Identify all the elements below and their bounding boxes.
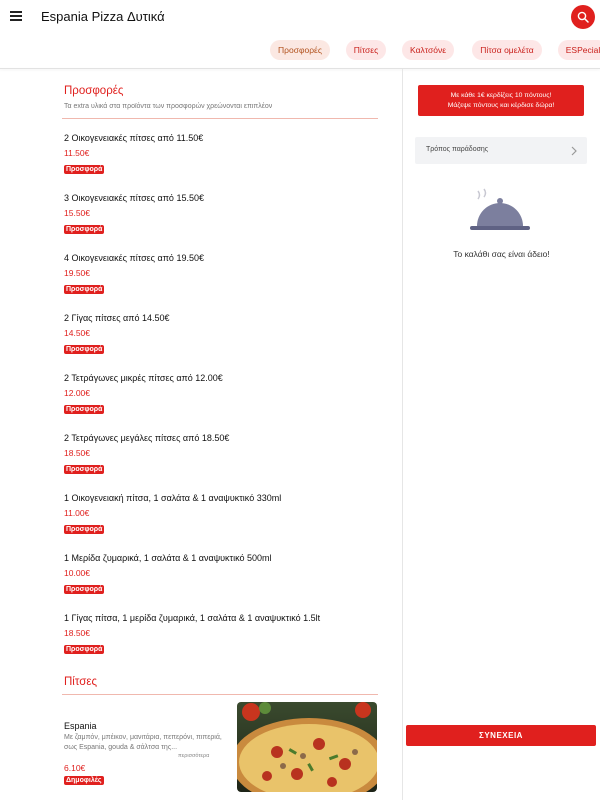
offer-price: 18.50€ bbox=[64, 628, 90, 638]
offer-price: 11.50€ bbox=[64, 148, 90, 158]
app-title: Espania Pizza Δυτικά bbox=[41, 9, 165, 24]
offer-badge: Προσφορά bbox=[66, 286, 103, 293]
tab-pizza-omelette[interactable]: Πίτσα ομελέτα bbox=[472, 40, 542, 60]
header-divider bbox=[0, 68, 600, 69]
offer-price: 15.50€ bbox=[64, 208, 90, 218]
offer-badge: Προσφορά bbox=[66, 466, 103, 473]
offer-badge: Προσφορά bbox=[66, 526, 103, 533]
offer-price: 10.00€ bbox=[64, 568, 90, 578]
offer-name: 2 Τετράγωνες μεγάλες πίτσες από 18.50€ bbox=[64, 433, 230, 443]
pizza-price: 6.10€ bbox=[64, 763, 86, 773]
column-divider bbox=[402, 69, 403, 800]
offer-name: 1 Γίγας πίτσα, 1 μερίδα ζυμαρικά, 1 σαλάτα & 1 αναψυκτικό 1.5lt bbox=[64, 613, 321, 623]
offer-badge: Προσφορά bbox=[66, 406, 103, 413]
delivery-method-selector[interactable] bbox=[415, 137, 587, 164]
popular-badge: Δημοφιλές bbox=[66, 777, 102, 784]
offer-item[interactable] bbox=[64, 493, 384, 536]
pizza-name[interactable]: Espania bbox=[64, 721, 97, 731]
pizza-description: Με ζαμπόν, μπέικον, μανιτάρια, πεπερόνι, πιπεριά, σως Espania, gouda & σάλτσα της... bbox=[64, 734, 222, 751]
offer-badge: Προσφορά bbox=[66, 646, 103, 653]
cloche-icon bbox=[465, 188, 535, 238]
tab-offers[interactable]: Προσφορές bbox=[270, 40, 330, 60]
offer-price: 18.50€ bbox=[64, 448, 90, 458]
offers-section-note: Τα extra υλικά στα προϊόντα των προσφορών χρεώνονται επιπλέον bbox=[64, 103, 273, 110]
offer-name: 2 Γίγας πίτσες από 14.50€ bbox=[64, 313, 170, 323]
continue-button[interactable]: ΣΥΝΕΧΕΙΑ bbox=[406, 725, 596, 746]
promo-line-2: Μάζεψε πόντους και κέρδισε δώρα! bbox=[447, 101, 555, 109]
promo-line-1: Με κάθε 1€ κερδίζεις 10 πόντους! bbox=[450, 91, 552, 99]
loyalty-promo-banner[interactable] bbox=[418, 85, 584, 116]
offer-price: 14.50€ bbox=[64, 328, 90, 338]
offer-name: 4 Οικογενειακές πίτσες από 19.50€ bbox=[64, 253, 204, 263]
offer-item[interactable] bbox=[64, 553, 384, 596]
offer-item[interactable] bbox=[64, 613, 384, 656]
offer-item[interactable] bbox=[64, 313, 384, 356]
pizzas-section-rule bbox=[62, 694, 378, 695]
offer-item[interactable] bbox=[64, 133, 384, 176]
offer-name: 2 Οικογενειακές πίτσες από 11.50€ bbox=[64, 133, 204, 143]
chevron-right-icon bbox=[570, 146, 578, 156]
search-icon bbox=[577, 11, 589, 23]
more-link[interactable]: περισσότερα bbox=[178, 753, 210, 759]
tab-pizzas[interactable]: Πίτσες bbox=[346, 40, 386, 60]
offer-item[interactable] bbox=[64, 253, 384, 296]
offers-section-rule bbox=[62, 118, 378, 119]
delivery-method-label: Τρόπος παράδοσης bbox=[426, 146, 489, 153]
offer-item[interactable] bbox=[64, 433, 384, 476]
offer-item[interactable] bbox=[64, 193, 384, 236]
offer-item[interactable] bbox=[64, 373, 384, 416]
offer-price: 19.50€ bbox=[64, 268, 90, 278]
offer-name: 1 Μερίδα ζυμαρικά, 1 σαλάτα & 1 αναψυκτικό 500ml bbox=[64, 553, 272, 563]
offer-name: 1 Οικογενειακή πίτσα, 1 σαλάτα & 1 αναψυκτικό 330ml bbox=[64, 493, 282, 503]
top-app-bar bbox=[0, 0, 600, 36]
search-button[interactable] bbox=[571, 5, 595, 29]
tab-especial[interactable]: ESPecial bbox=[558, 40, 600, 60]
pizza-image[interactable] bbox=[237, 702, 377, 792]
offer-price: 12.00€ bbox=[64, 388, 90, 398]
offers-section-title: Προσφορές bbox=[64, 85, 124, 97]
offer-price: 11.00€ bbox=[64, 508, 90, 518]
hamburger-icon[interactable] bbox=[10, 11, 22, 21]
offer-badge: Προσφορά bbox=[66, 586, 103, 593]
offer-badge: Προσφορά bbox=[66, 346, 103, 353]
offer-badge: Προσφορά bbox=[66, 226, 103, 233]
category-tabs bbox=[0, 40, 600, 62]
empty-cart-text: Το καλάθι σας είναι άδειο! bbox=[453, 249, 550, 259]
tab-calzone[interactable]: Καλτσόνε bbox=[402, 40, 454, 60]
pizzas-section-title: Πίτσες bbox=[64, 676, 98, 688]
offer-badge: Προσφορά bbox=[66, 166, 103, 173]
offer-name: 3 Οικογενειακές πίτσες από 15.50€ bbox=[64, 193, 204, 203]
offer-name: 2 Τετράγωνες μικρές πίτσες από 12.00€ bbox=[64, 373, 223, 383]
